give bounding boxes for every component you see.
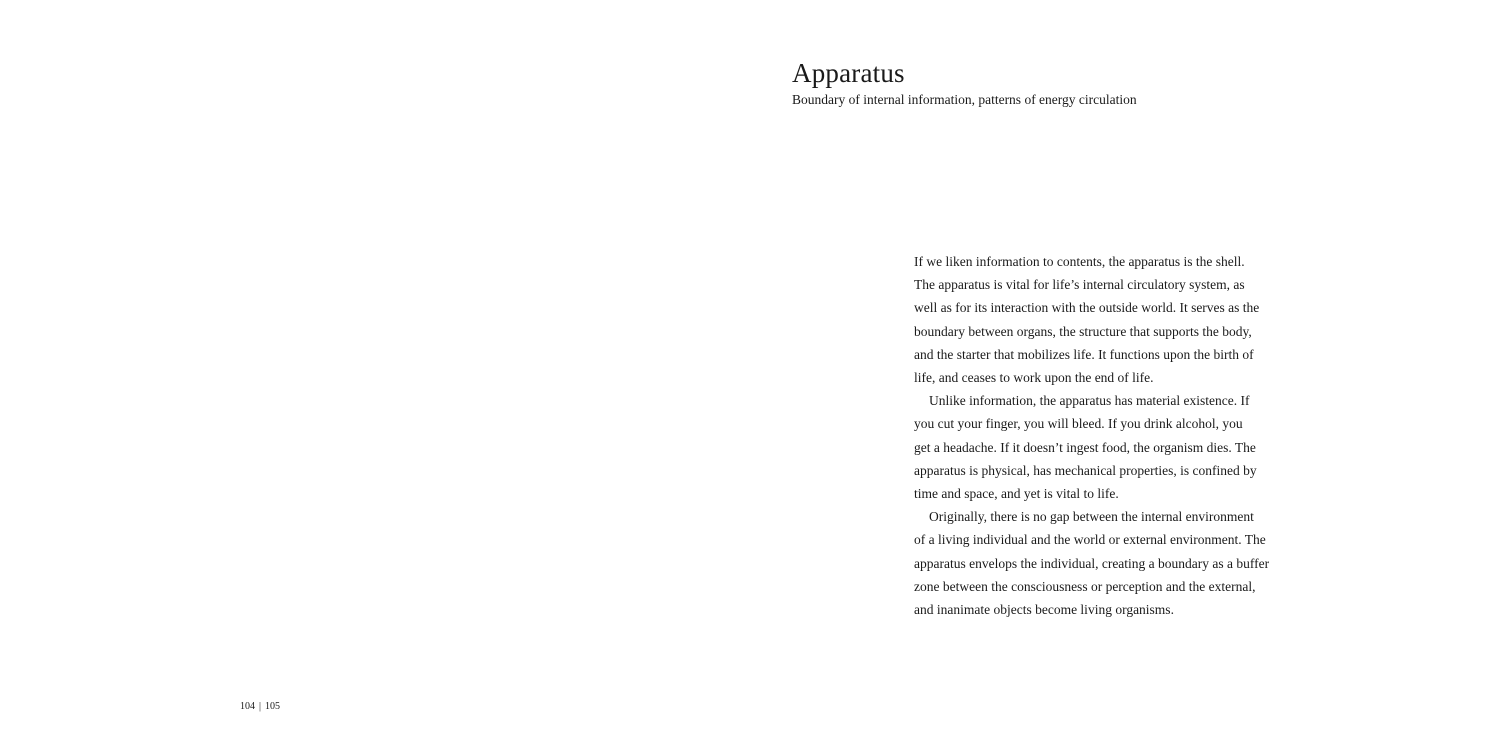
text-line: apparatus is physical, has mechanical properties, is confined by [914,462,1257,478]
text-line: The apparatus is vital for life’s internal circulatory system, as [914,277,1245,293]
left-page-number: 104 [240,701,255,712]
page-numbers [240,700,280,714]
paragraph-3 [914,505,1270,621]
text-line: If we liken information to contents, the apparatus is the shell. [914,254,1245,269]
page-number-separator: | [259,701,262,712]
text-line: you cut your finger, you will bleed. If you drink alcohol, you [914,416,1243,432]
text-line: boundary between organs, the structure that supports the body, [914,323,1252,339]
chapter-subtitle: Boundary of internal information, patterns of energy circulation [792,92,1137,107]
text-line: Originally, there is no gap between the internal environment [929,509,1254,525]
paragraph-1 [914,250,1264,389]
text-line: zone between the consciousness or perception and the external, [914,578,1256,594]
body-text [914,250,1270,621]
text-line: and the starter that mobilizes life. It functions upon the birth of [914,346,1254,362]
text-line: well as for its interaction with the outside world. It serves as the [914,300,1260,316]
text-line: Unlike information, the apparatus has material existence. If [929,393,1250,409]
chapter-title: Apparatus [792,58,905,88]
text-line: of a living individual and the world or external environment. The [914,532,1266,548]
paragraph-2 [914,389,1264,505]
text-line: and inanimate objects become living organisms. [914,602,1174,618]
text-line: life, and ceases to work upon the end of life. [914,370,1154,386]
text-line: apparatus envelops the individual, creating a boundary as a buffer [914,555,1270,571]
right-page-number: 105 [265,701,281,712]
text-line: time and space, and yet is vital to life. [914,486,1119,502]
text-line: get a headache. If it doesn’t ingest food, the organism dies. The [914,439,1256,455]
